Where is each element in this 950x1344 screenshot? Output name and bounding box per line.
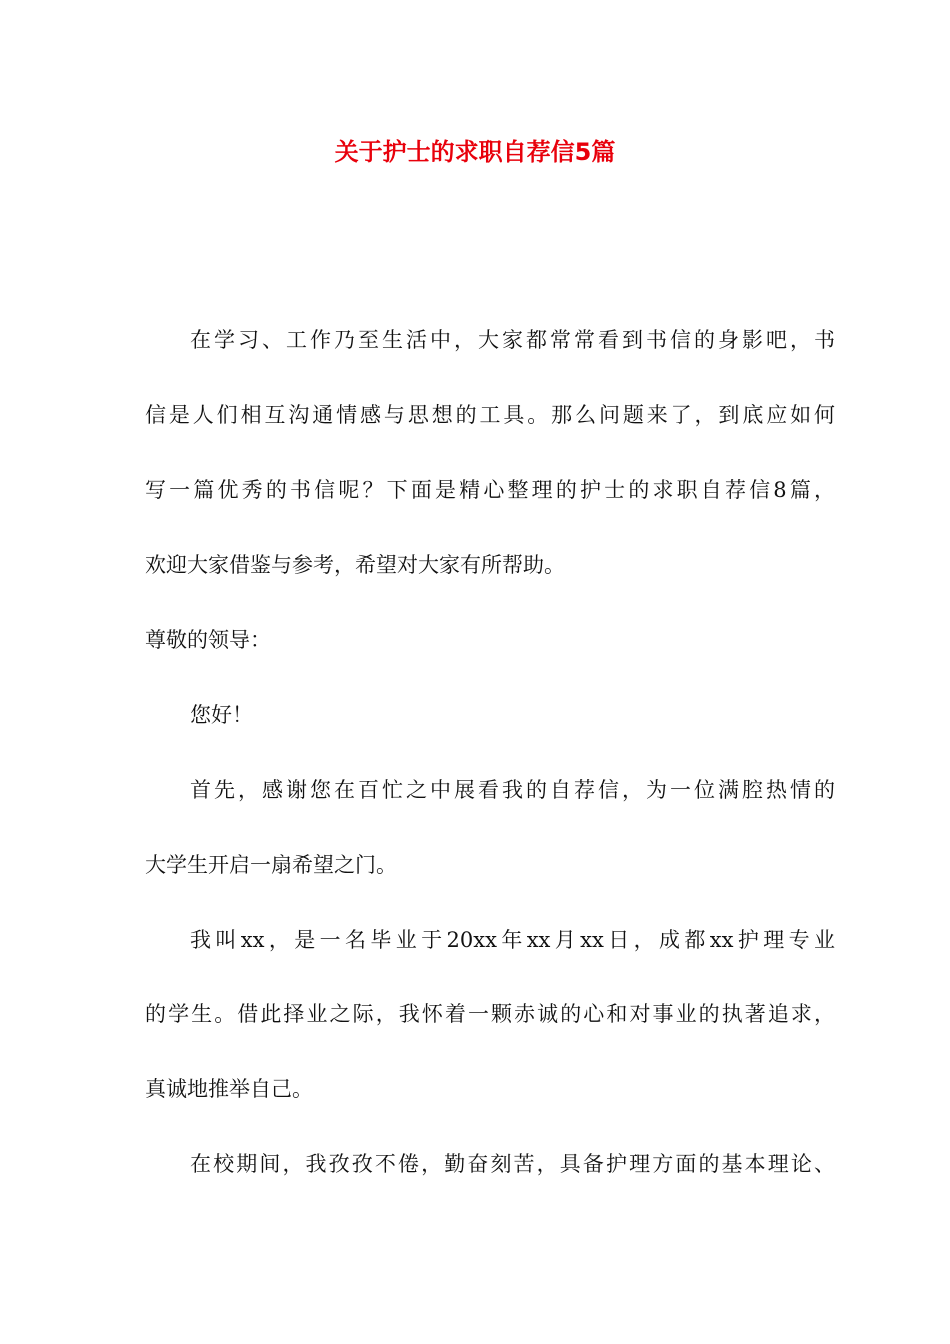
paragraph-line: 欢迎大家借鉴与参考，希望对大家有所帮助。: [145, 553, 565, 577]
paragraph-line: 信是人们相互沟通情感与思想的工具。那么问题来了，到底应如何: [145, 403, 835, 427]
document-title: 关于护士的求职自荐信5篇: [334, 138, 616, 166]
paragraph-line: 的学生。借此择业之际，我怀着一颗赤诚的心和对事业的执著追求，: [145, 1002, 835, 1026]
paragraph-line: 我叫xx，是一名毕业于20xx年xx月xx日，成都xx护理专业: [190, 928, 835, 952]
greeting: 您好！: [190, 703, 253, 727]
paragraph-line: 写一篇优秀的书信呢？下面是精心整理的护士的求职自荐信8篇，: [145, 478, 835, 502]
paragraph-line: 真诚地推举自己。: [145, 1077, 313, 1101]
paragraph-line: 在学习、工作乃至生活中，大家都常常看到书信的身影吧，书: [190, 328, 835, 352]
paragraph-line: 首先，感谢您在百忙之中展看我的自荐信，为一位满腔热情的: [190, 778, 835, 802]
salutation: 尊敬的领导：: [145, 628, 271, 652]
paragraph-line: 大学生开启一扇希望之门。: [145, 853, 397, 877]
paragraph-line: 在校期间，我孜孜不倦，勤奋刻苦，具备护理方面的基本理论、: [190, 1152, 835, 1176]
